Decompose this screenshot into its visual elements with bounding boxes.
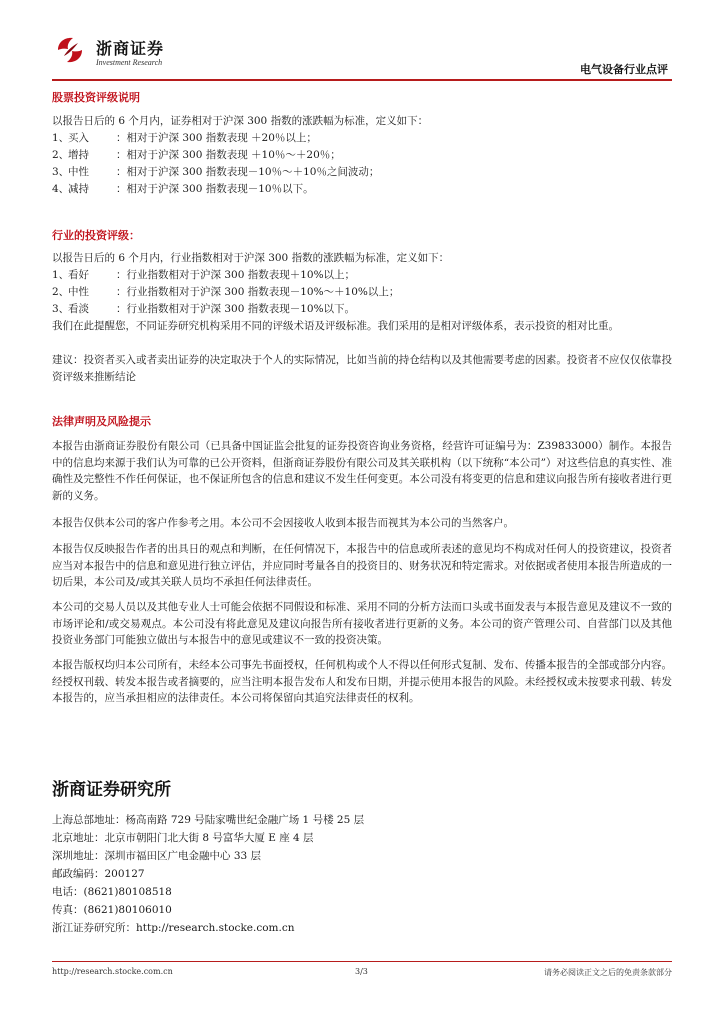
- contact-line: 传真：(8621)80106010: [52, 904, 172, 916]
- stock-rating-title: 股票投资评级说明: [52, 91, 140, 104]
- legal-paragraph: 本报告仅供本公司的客户作参考之用。本公司不会因接收人收到本报告而视其为本公司的当然客户。: [52, 517, 514, 529]
- investment-advice: 建议：投资者买入或者卖出证券的决定取决于个人的实际情况，比如当前的持仓结构以及其他需要考虑的因素。投资者不应仅仅依靠投资评级来推断结论: [52, 354, 672, 383]
- stock-rating-item: 2、增持 ：相对于沪深 300 指数表现 ＋10％～＋20％；: [52, 149, 341, 161]
- rating-note: 我们在此提醒您，不同证券研究机构采用不同的评级术语及评级标准。我们采用的是相对评级体系，表示投资的相对比重。: [52, 320, 619, 332]
- industry-rating-intro: 以报告日后的 6 个月内，行业指数相对于沪深 300 指数的涨跌幅为标准，定义如下：: [52, 252, 450, 264]
- stock-rating-item: 4、减持 ：相对于沪深 300 指数表现－10％以下。: [52, 183, 314, 195]
- industry-rating-item: 2、中性 ：行业指数相对于沪深 300 指数表现－10%～＋10%以上；: [52, 286, 400, 298]
- footer-divider: [52, 961, 672, 962]
- industry-rating-title: 行业的投资评级：: [52, 229, 140, 242]
- footer-disclaimer: 请务必阅读正文之后的免责条款部分: [544, 968, 672, 977]
- contact-line: 电话：(8621)80108518: [52, 886, 172, 898]
- logo-subtitle: Investment Research: [96, 58, 163, 67]
- contact-line: 深圳地址：深圳市福田区广电金融中心 33 层: [52, 850, 262, 862]
- footer-link[interactable]: http://research.stocke.com.cn: [52, 967, 173, 976]
- legal-paragraph: 本公司的交易人员以及其他专业人士可能会依据不同假设和标准、采用不同的分析方法而口头或书面发表与本报告意见及建议不一致的市场评论和/或交易观点。本公司没有将此意见及建议向报告所有接收者进行更新的义务。本公司的资产管理公司、自营部门以及其他投资业务部门可能独立做出与本报告中的意见或建议不一致的投资决策。: [52, 601, 672, 646]
- industry-rating-item: 1、看好 ：行业指数相对于沪深 300 指数表现＋10%以上；: [52, 269, 356, 281]
- contact-line: 邮政编码：200127: [52, 868, 145, 880]
- institute-name: 浙商证券研究所: [52, 780, 171, 800]
- contact-line: 北京地址：北京市朝阳门北大街 8 号富华大厦 E 座 4 层: [52, 832, 314, 844]
- legal-paragraph: 本报告版权均归本公司所有，未经本公司事先书面授权，任何机构或个人不得以任何形式复制、发布、传播本报告的全部或部分内容。经授权刊载、转发本报告或者摘要的，应当注明本报告发布人和发布日期，并提示使用本报告的风险。未经授权或未按要求刊载、转发本报告的，应当承担相应的法律责任。本公司将保留向其追究法律责任的权利。: [52, 659, 672, 704]
- zheshang-logo-icon: [52, 34, 88, 66]
- stock-rating-intro: 以报告日后的 6 个月内，证券相对于沪深 300 指数的涨跌幅为标准，定义如下：: [52, 115, 429, 127]
- legal-title: 法律声明及风险提示: [52, 415, 151, 428]
- header-divider: [52, 79, 672, 81]
- legal-paragraph: 本报告由浙商证券股份有限公司（已具备中国证监会批复的证券投资咨询业务资格，经营许可证编号为：Z39833000）制作。本报告中的信息均来源于我们认为可靠的已公开资料，但浙商证券股份有限公司及其关联机构（以下统称“本公司”）对这些信息的真实性、准确性及完整性不作任何保证，也不保证所包含的信息和建议不发生任何变更。本公司没有将变更的信息和建议向报告所有接收者进行更新的义务。: [52, 440, 672, 502]
- industry-rating-item: 3、看淡 ：行业指数相对于沪深 300 指数表现－10%以下。: [52, 303, 356, 315]
- contact-line: 上海总部地址：杨高南路 729 号陆家嘴世纪金融广场 1 号楼 25 层: [52, 814, 365, 826]
- stock-rating-item: 3、中性 ：相对于沪深 300 指数表现－10％～＋10％之间波动；: [52, 166, 380, 178]
- contact-line: 浙江证券研究所：http://research.stocke.com.cn: [52, 922, 295, 934]
- report-type: 电气设备行业点评: [580, 63, 668, 76]
- logo-title: 浙商证券: [96, 39, 165, 58]
- stock-rating-item: 1、买入 ：相对于沪深 300 指数表现 ＋20％以上；: [52, 132, 317, 144]
- legal-paragraph: 本报告仅反映报告作者的出具日的观点和判断，在任何情况下，本报告中的信息或所表述的意见均不构成对任何人的投资建议，投资者应当对本报告中的信息和意见进行独立评估，并应同时考量各自的投资目的、财务状况和特定需求。对依据或者使用本报告所造成的一切后果，本公司及/或其关联人员均不承担任何法律责任。: [52, 543, 672, 588]
- page-number: 3/3: [355, 967, 368, 976]
